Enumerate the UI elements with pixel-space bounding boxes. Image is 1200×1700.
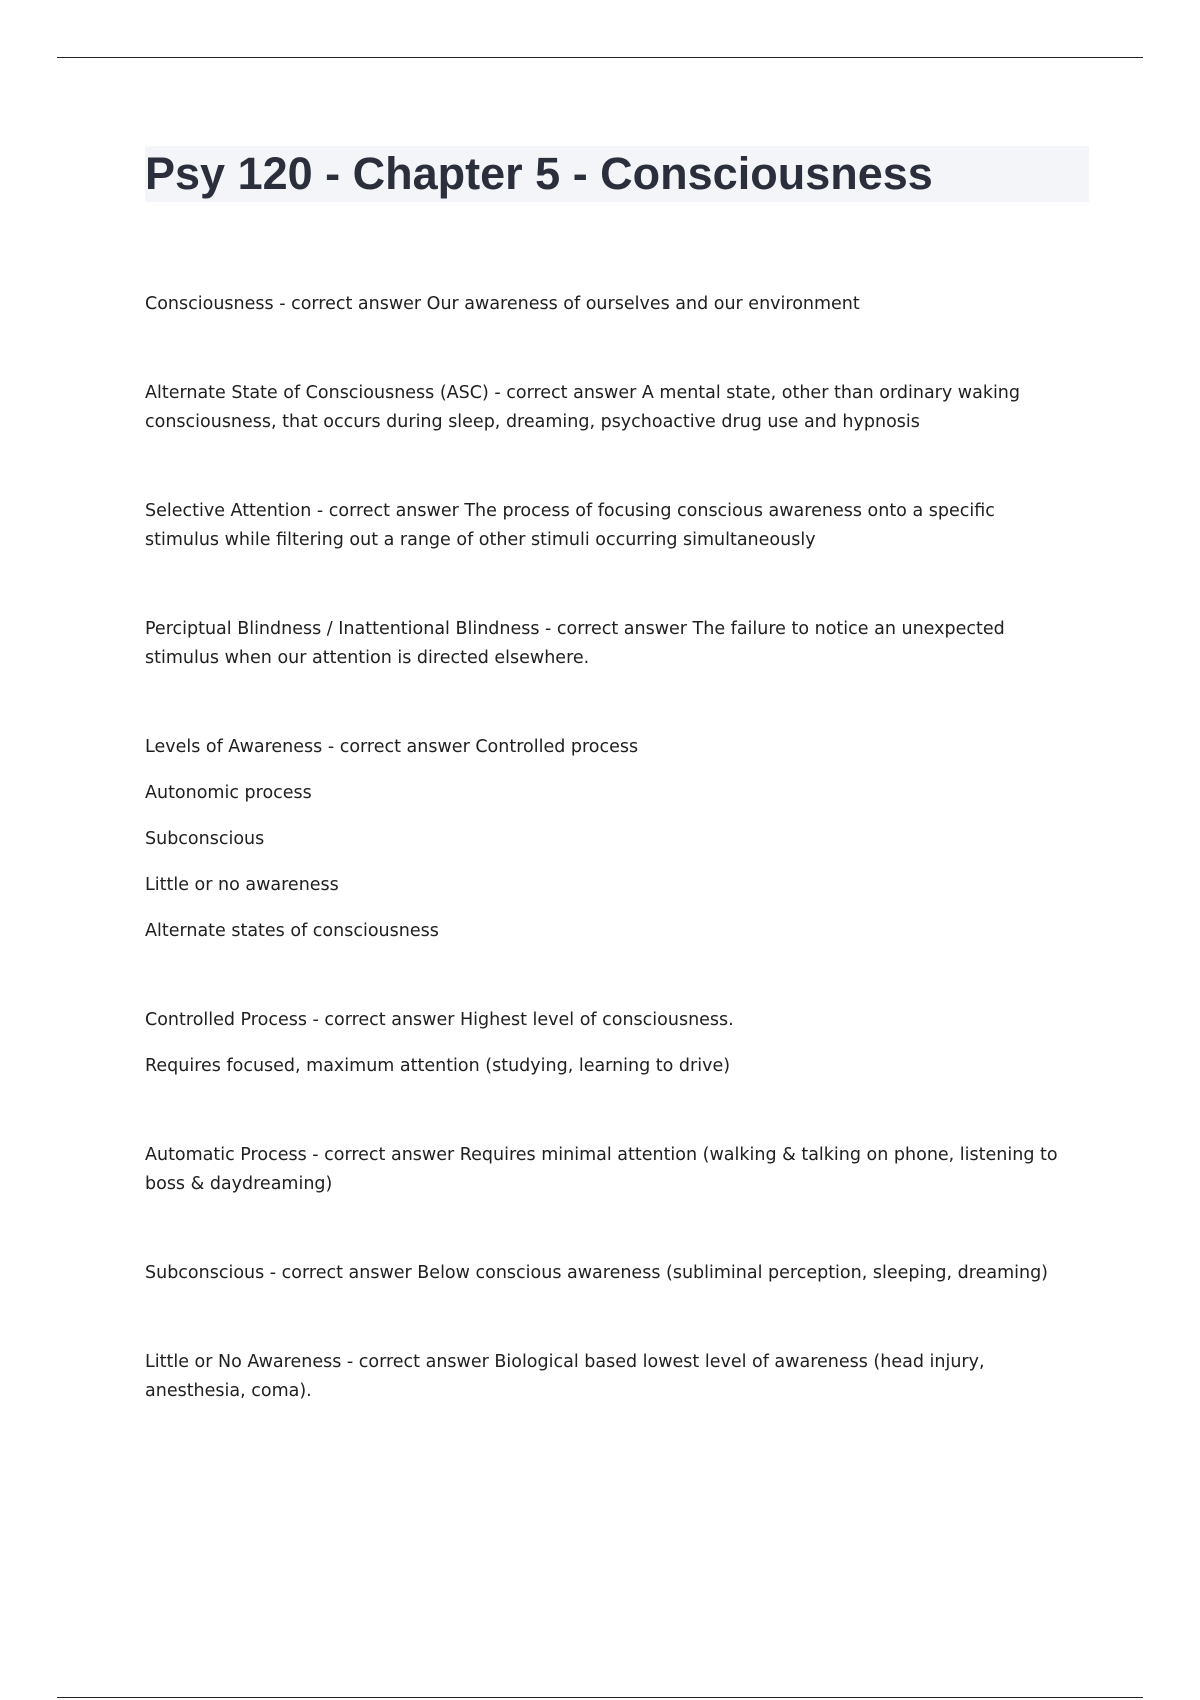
flashcard-text: consciousness, that occurs during sleep, dreaming, psychoactive drug use and hypnosis: [145, 412, 920, 432]
flashcard-text: Little or No Awareness - correct answer Biological based lowest level of awareness (head injury,: [145, 1352, 985, 1372]
flashcard-list: [145, 290, 1090, 1466]
flashcard-text: stimulus when our attention is directed elsewhere.: [145, 648, 590, 668]
flashcard-text: Consciousness - correct answer Our awareness of ourselves and our environment: [145, 294, 860, 314]
flashcard-text: Perciptual Blindness / Inattentional Blindness - correct answer The failure to notice an unexpected: [145, 619, 1005, 639]
flashcard-automatic-process: [145, 1141, 1090, 1199]
bottom-rule: [57, 1697, 1143, 1698]
flashcard-selective-attention: [145, 497, 1090, 555]
flashcard-little-or-no-awareness: [145, 1348, 1090, 1406]
flashcard-list-item: Little or no awareness: [145, 875, 339, 895]
flashcard-list-item: Alternate states of consciousness: [145, 921, 439, 941]
flashcard-text: Subconscious - correct answer Below conscious awareness (subliminal perception, sleeping, dreaming): [145, 1263, 1049, 1283]
flashcard-text: stimulus while filtering out a range of other stimuli occurring simultaneously: [145, 530, 816, 550]
flashcard-list-item: Requires focused, maximum attention (studying, learning to drive): [145, 1056, 731, 1076]
flashcard-text: boss & daydreaming): [145, 1174, 333, 1194]
flashcard-levels-of-awareness: [145, 733, 1090, 946]
flashcard-text: Selective Attention - correct answer The process of focusing conscious awareness onto a specific: [145, 501, 995, 521]
flashcard-list-item: Autonomic process: [145, 783, 312, 803]
page-title: Psy 120 - Chapter 5 - Consciousness: [145, 148, 933, 199]
flashcard-perceptual-blindness: [145, 615, 1090, 673]
flashcard-text: Automatic Process - correct answer Requires minimal attention (walking & talking on phone, listening to: [145, 1145, 1058, 1165]
flashcard-list-item: Subconscious: [145, 829, 265, 849]
flashcard-consciousness: [145, 290, 1090, 319]
flashcard-controlled-process: [145, 1006, 1090, 1081]
flashcard-alternate-state: [145, 379, 1090, 437]
flashcard-text: Alternate State of Consciousness (ASC) - correct answer A mental state, other than ordinary waking: [145, 383, 1021, 403]
flashcard-text: Levels of Awareness - correct answer Controlled process: [145, 737, 639, 757]
flashcard-subconscious: [145, 1259, 1090, 1288]
flashcard-text: Controlled Process - correct answer Highest level of consciousness.: [145, 1010, 734, 1030]
flashcard-text: anesthesia, coma).: [145, 1381, 312, 1401]
top-rule: [57, 57, 1143, 58]
